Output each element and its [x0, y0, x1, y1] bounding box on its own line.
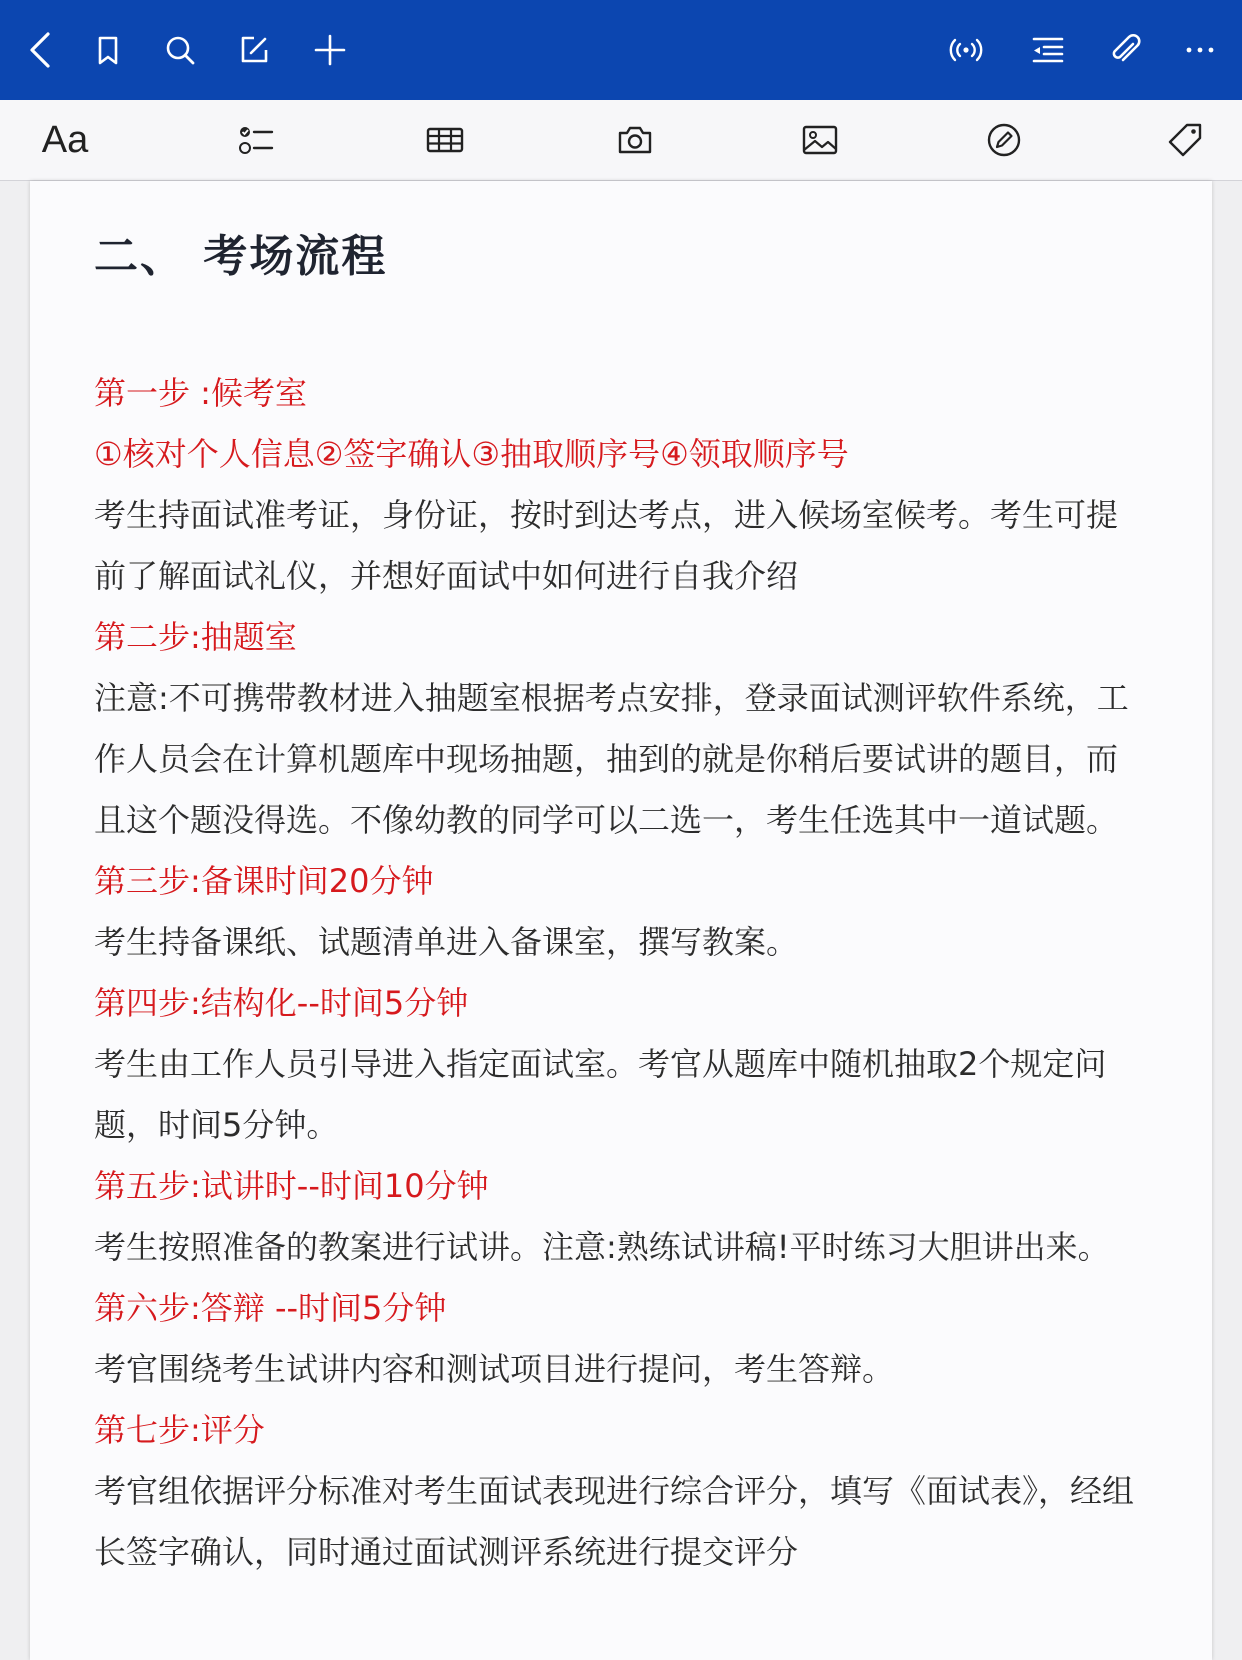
step-heading: 第一步 :候考室: [94, 374, 307, 412]
outline-button[interactable]: [1020, 22, 1076, 78]
tag-icon: [1165, 120, 1205, 160]
note-body: [94, 363, 1242, 1583]
attachment-button[interactable]: [1097, 22, 1153, 78]
bookmark-button[interactable]: [80, 22, 136, 78]
add-icon: [310, 30, 350, 70]
back-icon: [22, 30, 62, 70]
body-line: 考官组依据评分标准对考生面试表现进行综合评分，填写《面试表》，经组: [94, 1472, 1135, 1510]
camera-button[interactable]: [599, 112, 671, 168]
body-line: 长签字确认，同时通过面试测评系统进行提交评分: [94, 1533, 799, 1571]
step-heading: 第四步:结构化--时间5分钟: [94, 984, 469, 1022]
edit-icon: [234, 30, 274, 70]
back-button[interactable]: [14, 22, 70, 78]
more-button[interactable]: [1172, 22, 1228, 78]
search-icon: [160, 30, 200, 70]
body-line: 考生由工作人员引导进入指定面试室。考官从题库中随机抽取2个规定问: [94, 1045, 1107, 1083]
body-line: 考生按照准备的教案进行试讲。注意:熟练试讲稿!平时练习大胆讲出来。: [94, 1228, 1110, 1266]
pen-icon: [984, 120, 1024, 160]
body-line: 作人员会在计算机题库中现场抽题，抽到的就是你稍后要试讲的题目，而: [94, 740, 1119, 778]
attachment-icon: [1105, 30, 1145, 70]
outline-icon: [1028, 30, 1068, 70]
top-app-bar: [0, 0, 1242, 100]
body-line: 注意:不可携带教材进入抽题室根据考点安排，登录面试测评软件系统，工: [94, 679, 1129, 717]
step-heading: 第五步:试讲时--时间10分钟: [94, 1167, 489, 1205]
edit-button[interactable]: [226, 22, 282, 78]
step-heading: 第二步:抽题室: [94, 618, 297, 656]
section-title: 二、 考场流程: [94, 231, 388, 282]
broadcast-button[interactable]: [938, 22, 994, 78]
bookmark-icon: [88, 30, 128, 70]
body-line: 考生持备课纸、试题清单进入备课室，撰写教案。: [94, 923, 799, 961]
checklist-icon: [236, 120, 276, 160]
more-icon: [1180, 30, 1220, 70]
step-heading: 第六步:答辩 --时间5分钟: [94, 1289, 447, 1327]
font-label: Aa: [41, 118, 89, 161]
insert-toolbar: [0, 100, 1242, 181]
search-button[interactable]: [152, 22, 208, 78]
pen-button[interactable]: [968, 112, 1040, 168]
image-icon: [800, 120, 840, 160]
tag-button[interactable]: [1149, 112, 1221, 168]
image-button[interactable]: [784, 112, 856, 168]
checklist-button[interactable]: [220, 112, 292, 168]
broadcast-icon: [946, 30, 986, 70]
step-heading: 第三步:备课时间20分钟: [94, 862, 434, 900]
table-icon: [425, 120, 465, 160]
body-line: 且这个题没得选。不像幼教的同学可以二选一，考生任选其中一道试题。: [94, 801, 1119, 839]
add-button[interactable]: [302, 22, 358, 78]
font-button[interactable]: [29, 112, 101, 168]
body-line: 题，时间5分钟。: [94, 1106, 339, 1144]
note-page[interactable]: [30, 181, 1212, 1660]
table-button[interactable]: [409, 112, 481, 168]
body-line: 前了解面试礼仪，并想好面试中如何进行自我介绍: [94, 557, 799, 595]
body-line: 考生持面试准考证，身份证，按时到达考点，进入候场室候考。考生可提: [94, 496, 1119, 534]
step-heading: 第七步:评分: [94, 1411, 265, 1449]
step-heading: ①核对个人信息②签字确认③抽取顺序号④领取顺序号: [94, 435, 849, 473]
note-content[interactable]: [94, 227, 1242, 1583]
body-line: 考官围绕考生试讲内容和测试项目进行提问，考生答辩。: [94, 1350, 895, 1388]
camera-icon: [615, 120, 655, 160]
